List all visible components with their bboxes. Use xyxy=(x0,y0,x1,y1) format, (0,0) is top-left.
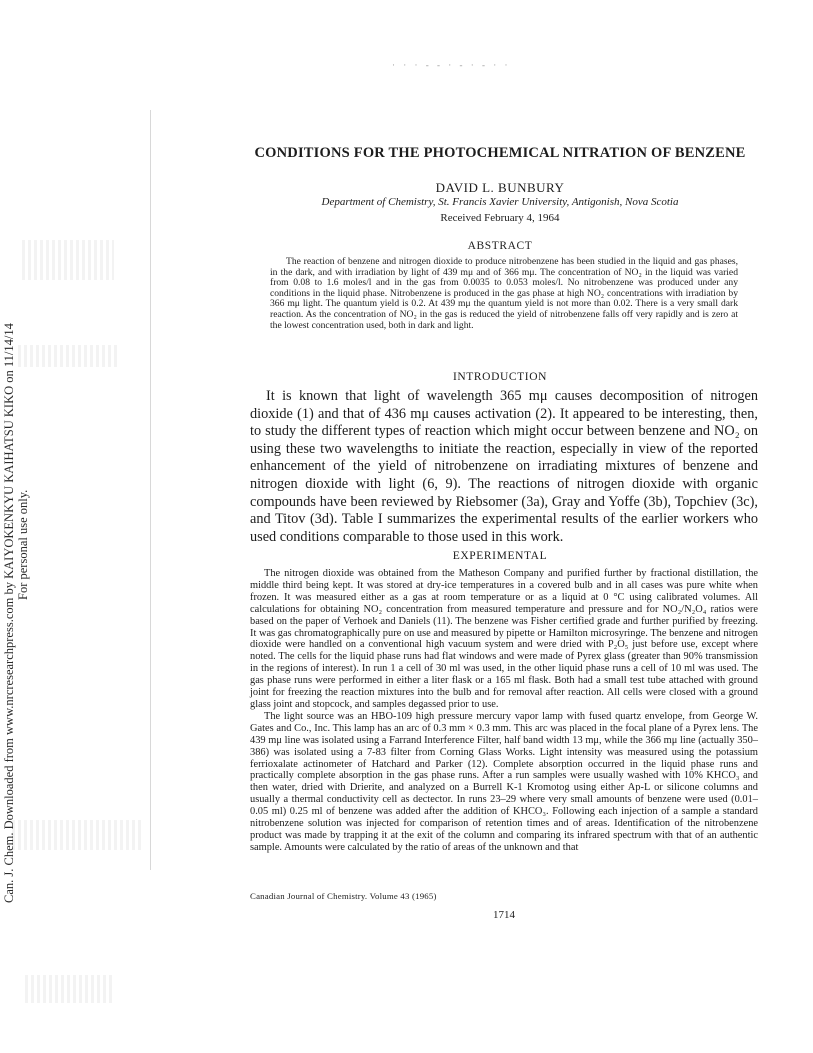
author-affiliation: Department of Chemistry, St. Francis Xavier University, Antigonish, Nova Scotia xyxy=(321,196,679,208)
abstract-heading: ABSTRACT xyxy=(467,240,533,252)
page-number: 1714 xyxy=(493,909,515,921)
author-name: DAVID L. BUNBURY xyxy=(435,180,565,195)
watermark-line-2: For personal use only. xyxy=(16,489,30,600)
experimental-paragraph: The light source was an HBO-109 high pressure mercury vapor lamp with fused quartz envelope, from George W. Gates and Co., Inc. This lamp has an arc of 0.3 mm × 0.3 mm. This arc was placed in the focal plane of a Pyrex lens. The 439 mμ line was isolated using a Farrand Interference Filter, half band width 13 mμ, while the 366 mμ line (actually 350–386) was isolated using a 7-83 filter from Corning Glass Works. Light intensity was measured using the potassium ferrioxalate actinometer of Hatchard and Parker (12). Complete absorption occurred in the liquid phase runs and practically complete absorption in the gas phase runs. After a run samples were usually washed with 10% KHCO₃ and then water, dried with Drierite, and analyzed on a Burrell K-1 Kromotog using either Ap-L or silicone columns and usually a thermal conductivity cell as dectector. In runs 23–29 where very small amounts of benzene were used (0.01–0.05 ml) 0.25 ml of benzene was added after the addition of KHCO₃. Following each injection of a sample a standard nitrobenzene solution was injected for comparison of retention times and of areas. Identification of the nitrobenzene product was made by trapping it at the exit of the column and comparing its infrared spectrum with that of an authentic sample. Amounts were calculated by the ratio of areas of the unknown and that xyxy=(250,710,758,853)
introduction-text: It is known that light of wavelength 365 mμ causes decomposition of nitrogen dioxide (1) and that of 436 mμ causes activation (2). It appeared to be interesting, then, to study the different types of reaction which might occur between benzene and NO₂ on using these two wavelengths to initiate the reaction, especially in view of the reported enhancement of the yield of nitrobenzene on irradiating mixtures of benzene and nitrogen dioxide with light (6, 9). The reactions of nitrogen dioxide with organic compounds have been reviewed by Riebsomer (3a), Gray and Yoffe (3b), Topchiev (3c), and Titov (3d). Table I summarizes the experimental results of the earlier workers who used conditions comparable to those used in this work. xyxy=(250,388,758,545)
introduction-heading: INTRODUCTION xyxy=(452,371,548,383)
scan-edge-line xyxy=(150,110,151,870)
experimental-text xyxy=(250,568,758,854)
experimental-heading: EXPERIMENTAL xyxy=(452,550,548,562)
received-date: Received February 4, 1964 xyxy=(440,212,560,224)
download-watermark xyxy=(2,0,42,1053)
abstract-text: The reaction of benzene and nitrogen dioxide to produce nitrobenzene has been studied in the liquid and gas phases, in the dark, and with irradiation by light of 439 mμ and of 366 mμ. The concentration of NO₂ in the liquid was varied from 0.08 to 1.6 moles/l and in the gas from 0.0035 to 0.053 moles/l. No nitrobenzene was produced under any conditions in the liquid phase. Nitrobenzene is produced in the gas phase at high NO₂ concentrations with irradiation by 366 mμ light. The quantum yield is 0.2. At 439 mμ the quantum yield is not more than 0.02. There is a very small dark reaction. As the concentration of NO₂ in the gas is reduced the yield of nitrobenzene falls off very rapidly and is zero at the lowest concentration used, both in dark and light. xyxy=(270,256,738,331)
experimental-paragraph: The nitrogen dioxide was obtained from the Matheson Company and purified further by fractional distillation, the middle third being kept. It was stored at dry-ice temperatures in a covered bulb and in all cases was pure white when frozen. It was measured either as a gas at room temperature or as a liquid at 0 °C using calibrated volumes. All calculations for obtaining NO₂ concentration from measured temperature and pressure and for NO₂/N₂O₄ ratios were based on the paper of Verhoek and Daniels (11). The benzene was Fisher certified grade and further purified by freezing. It was gas chromatographically pure on use and measured by pipette or Hamilton microsyringe. The benzene and nitrogen dioxide were handled on a conventional high vacuum system and were dried with P₂O₅ just before use, except where noted. The cells for the liquid phase runs had flat windows and were made of Pyrex glass (greater than 90% transmission in the regions of interest). In run 1 a cell of 30 ml was used, in the other liquid phase runs a cell of 10 ml was used. The gas phase runs were performed in either a liter flask or a 165 ml flask. Both had a small test tube attached with ground joint for freezing the reaction mixtures into the bulb and for removal after reaction. All cells were closed with a ground glass joint and stopcock, and samples degassed prior to use. xyxy=(250,568,758,710)
watermark-line-1: Can. J. Chem. Downloaded from www.nrcresearchpress.com by KAIYOKENKYU KAIHATSU KIKO on 11/14/14 xyxy=(2,323,16,903)
article-title: CONDITIONS FOR THE PHOTOCHEMICAL NITRATION OF BENZENE xyxy=(254,145,746,161)
journal-citation: Canadian Journal of Chemistry. Volume 43 (1965) xyxy=(250,891,437,901)
scan-artifact: · · · - - · - · - · · xyxy=(392,60,511,70)
